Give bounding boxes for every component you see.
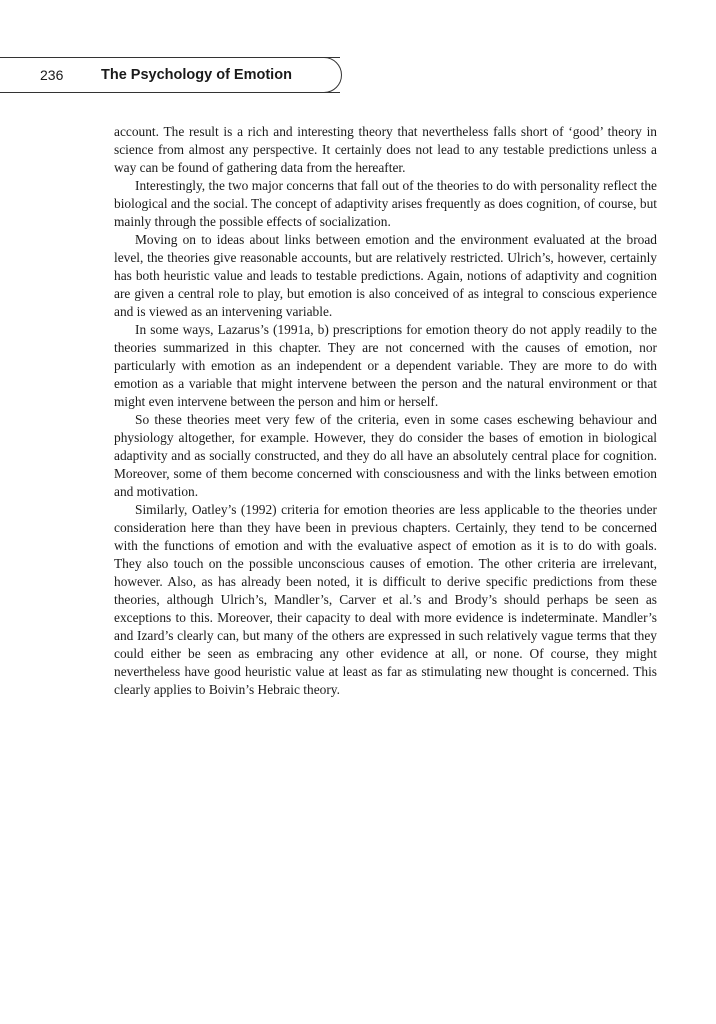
paragraph: account. The result is a rich and interesting theory that nevertheless falls short of ‘good’ theory in science from almost any perspective. It certainly does not lead to any testable predictions unless a way can be found of gathering data from the hereafter. [114,124,657,175]
paragraph: Moving on to ideas about links between emotion and the environment evaluated at the broad level, the theories give reasonable accounts, but are relatively restricted. Ulrich’s, however, certainly has both heuristic value and leads to testable predictions. Again, notions of adaptivity and cognition are given a central role to play, but emotion is also conceived of as integral to conscious experience and is viewed as an intervening variable. [114,232,657,319]
header-curve-decoration [318,57,354,93]
page-number: 236 [40,67,64,83]
body-text [114,123,657,699]
paragraph: In some ways, Lazarus’s (1991a, b) prescriptions for emotion theory do not apply readily to the theories summarized in this chapter. They are not concerned with the causes of emotion, nor particularly with emotion as an independent or a dependent variable. They are more to do with emotion as a variable that might intervene between the person and the natural environment or that might even intervene between the person and him or herself. [114,322,657,409]
running-title: The Psychology of Emotion [101,67,292,83]
paragraph: Interestingly, the two major concerns that fall out of the theories to do with personality reflect the biological and the social. The concept of adaptivity arises frequently as does cognition, of course, but mainly through the possible effects of socialization. [114,178,657,229]
paragraph: So these theories meet very few of the criteria, even in some cases eschewing behaviour and physiology altogether, for example. However, they do consider the bases of emotion in biological adaptivity and as socially constructed, and they do all have an absolutely central place for cognition. Moreover, some of them become concerned with consciousness and with the links between emotion and motivation. [114,412,657,499]
paragraph: Similarly, Oatley’s (1992) criteria for emotion theories are less applicable to the theories under consideration here than they have been in previous chapters. Certainly, they tend to be concerned with the functions of emotion and with the evaluative aspect of emotion as it is to do with goals. They also touch on the possible unconscious causes of emotion. The other criteria are irrelevant, however. Also, as has already been noted, it is difficult to derive specific predictions from these theories, although Ulrich’s, Mandler’s, Carver et al.’s and Brody’s should perhaps be seen as exceptions to this. Moreover, their capacity to deal with more evidence is indeterminate. Mandler’s and Izard’s clearly can, but many of the others are expressed in such relatively vague terms that they could either be seen as embracing any other evidence at all, or none. Of course, they might nevertheless have good heuristic value at least as far as stimulating new thought is concerned. This clearly applies to Boivin’s Hebraic theory. [114,502,657,697]
